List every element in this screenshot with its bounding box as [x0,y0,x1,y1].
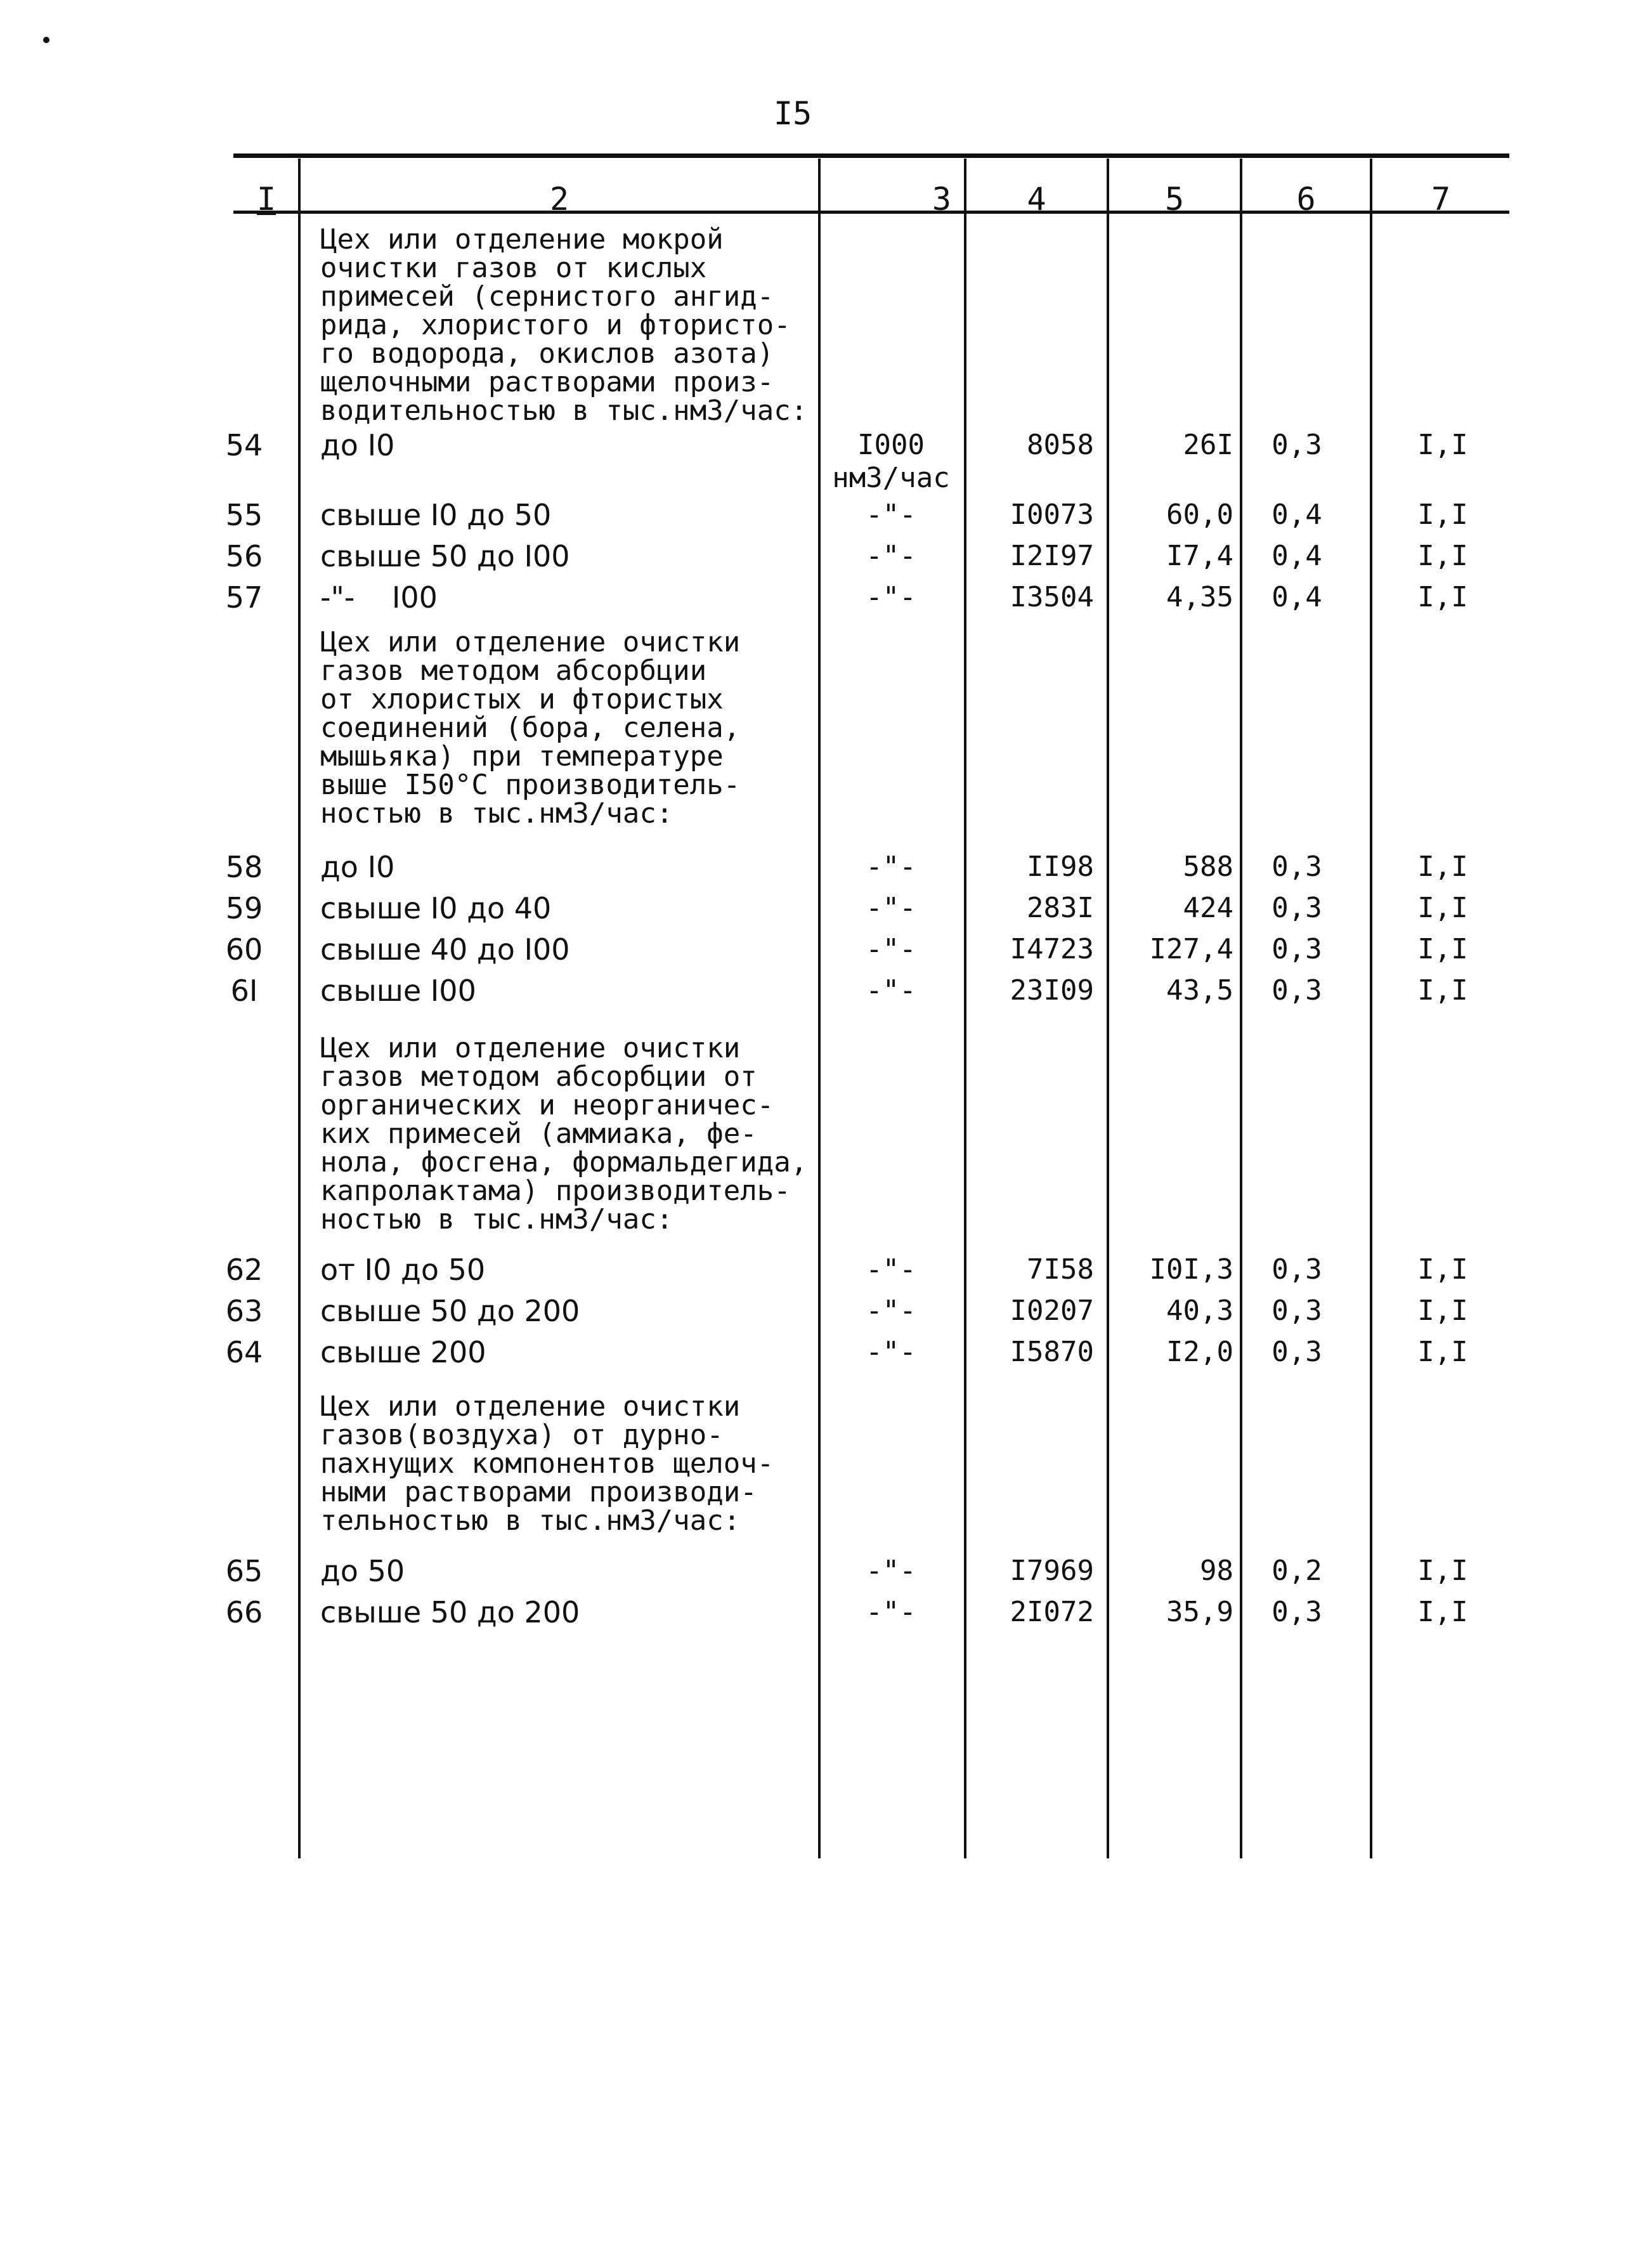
row-value-7: I,I [1417,851,1468,883]
row-value-5: 98 [1200,1555,1233,1587]
row-unit: -"- [866,1336,916,1368]
row-number: 54 [225,428,263,462]
row-value-5: 40,3 [1166,1295,1233,1327]
row-unit: -"- [866,892,916,924]
row-capacity: свыше I0 до 50 [320,498,552,532]
header-col-5: 5 [1164,181,1185,218]
row-value-4: I2I97 [1010,540,1094,572]
row-unit: -"- [866,1596,916,1628]
row-number: 55 [225,498,263,532]
row-value-5: I0I,3 [1149,1253,1233,1286]
row-unit: -"- [866,499,916,531]
row-value-6: 0,3 [1272,892,1322,924]
row-value-5: I7,4 [1166,540,1233,572]
row-unit: -"- [866,1555,916,1587]
row-value-6: 0,3 [1272,1253,1322,1286]
row-value-4: I5870 [1010,1336,1094,1368]
row-value-4: I0207 [1010,1295,1094,1327]
row-unit: -"- [866,933,916,965]
row-value-4: I3504 [1010,581,1094,613]
row-number: 63 [225,1294,263,1328]
row-value-5: 60,0 [1166,499,1233,531]
scan-dot [43,37,49,43]
row-capacity: свыше 40 до I00 [320,932,570,967]
row-value-5: 35,9 [1166,1596,1233,1628]
row-value-4: I0073 [1010,499,1094,531]
row-value-5: 588 [1183,851,1233,883]
row-value-5: I27,4 [1149,933,1233,965]
row-value-5: I2,0 [1166,1336,1233,1368]
row-number: 66 [225,1595,263,1629]
page-number: I5 [774,95,812,132]
row-value-4: 23I09 [1010,974,1094,1007]
row-value-4: 2I072 [1010,1596,1094,1628]
row-capacity: свыше I00 [320,974,476,1008]
row-value-7: I,I [1417,974,1468,1007]
row-capacity: до 50 [320,1554,405,1588]
row-unit: -"- [866,581,916,613]
row-number: 57 [225,580,263,615]
row-number: 6I [230,974,258,1008]
row-unit: -"- [866,540,916,572]
row-capacity: свыше I0 до 40 [320,891,552,925]
header-col-3: 3 [932,181,951,218]
row-unit: -"- [866,851,916,883]
row-value-6: 0,2 [1272,1555,1322,1587]
row-number: 64 [225,1335,263,1369]
row-value-7: I,I [1417,581,1468,613]
row-unit: -"- [866,1253,916,1286]
header-col-2: 2 [549,181,569,218]
row-value-6: 0,3 [1272,1336,1322,1368]
header-col-6: 6 [1296,181,1316,218]
row-value-7: I,I [1417,1596,1468,1628]
row-value-4: II98 [1027,851,1094,883]
row-value-5: 424 [1183,892,1233,924]
row-capacity: до I0 [320,428,395,462]
row-capacity: свыше 50 до I00 [320,539,570,573]
row-unit: -"- [866,974,916,1007]
row-value-7: I,I [1417,892,1468,924]
row-capacity: свыше 200 [320,1335,486,1369]
row-value-7: I,I [1417,1253,1468,1286]
row-unit: I000 [857,429,925,461]
col-divider-4 [1107,159,1109,1858]
row-value-6: 0,3 [1272,1295,1322,1327]
row-number: 59 [225,891,263,925]
col-divider-1 [298,159,301,1858]
col-divider-3 [964,159,966,1858]
row-number: 65 [225,1554,263,1588]
row-value-6: 0,3 [1272,429,1322,461]
row-value-4: I7969 [1010,1555,1094,1587]
section-heading-wet-acid-cleaning: Цех или отделение мокрой очистки газов от кислых примесей (сернистого ангид- рида, хлористого и фтористо- го водорода, окислов азота) щелочными растворами произ- водительностью в тыс.нм3/час: [320,223,808,427]
row-value-5: 26I [1183,429,1233,461]
row-unit: -"- [866,1295,916,1327]
row-value-6: 0,3 [1272,974,1322,1007]
header-col-1: I [256,181,276,218]
row-value-4: 8058 [1027,429,1094,461]
row-value-4: I4723 [1010,933,1094,965]
row-number: 56 [225,539,263,573]
row-value-7: I,I [1417,499,1468,531]
row-value-5: 4,35 [1166,581,1233,613]
row-value-5: 43,5 [1166,974,1233,1007]
row-value-7: I,I [1417,1555,1468,1587]
row-value-4: 283I [1027,892,1094,924]
row-value-6: 0,4 [1272,581,1322,613]
row-value-4: 7I58 [1027,1253,1094,1286]
col-divider-6 [1370,159,1372,1858]
section-heading-absorption-halides: Цех или отделение очистки газов методом абсорбции от хлористых и фтористых соединений (бора, селена, мышьяка) при температуре выше I50°C производитель- ностью в тыс.нм3/час: [320,626,741,830]
row-value-7: I,I [1417,933,1468,965]
row-unit-sub: нм3/час [832,462,950,494]
section-heading-odour-removal: Цех или отделение очистки газов(воздуха) от дурно- пахнущих компонентов щелоч- ными растворами производи- тельностью в тыс.нм3/час: [320,1390,774,1537]
row-value-6: 0,3 [1272,851,1322,883]
row-value-6: 0,4 [1272,499,1322,531]
row-number: 62 [225,1253,263,1287]
header-col-4: 4 [1027,181,1046,218]
section-heading-absorption-organic: Цех или отделение очистки газов методом абсорбции от органических и неорганичес- ких примесей (аммиака, фе- нола, фосгена, формальдегида, капролактама) производитель- ностью в тыс.нм3/час: [320,1032,808,1236]
row-value-7: I,I [1417,429,1468,461]
row-capacity: от I0 до 50 [320,1253,486,1287]
row-number: 58 [225,850,263,884]
row-capacity: до I0 [320,850,395,884]
row-value-7: I,I [1417,540,1468,572]
col-divider-5 [1240,159,1242,1858]
row-value-7: I,I [1417,1295,1468,1327]
row-value-6: 0,4 [1272,540,1322,572]
row-capacity: свыше 50 до 200 [320,1595,580,1629]
row-number: 60 [225,932,263,967]
row-value-7: I,I [1417,1336,1468,1368]
table-top-rule [233,153,1509,158]
header-col-7: 7 [1431,181,1451,218]
row-value-6: 0,3 [1272,1596,1322,1628]
row-capacity: -"- I00 [320,580,438,615]
row-value-6: 0,3 [1272,933,1322,965]
row-capacity: свыше 50 до 200 [320,1294,580,1328]
